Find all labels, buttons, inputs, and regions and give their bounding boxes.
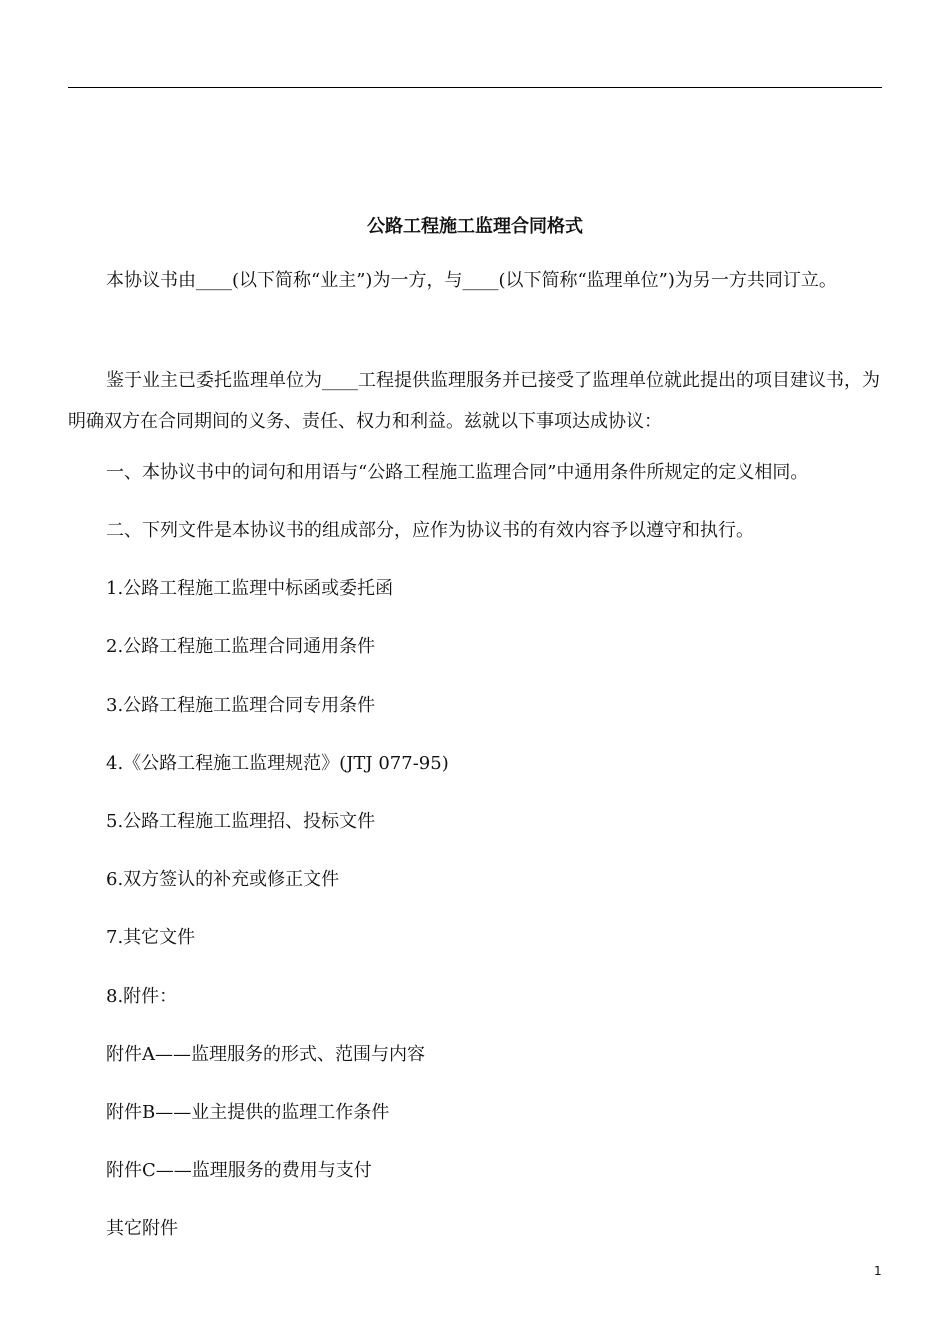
list-item: 7.其它文件 <box>106 927 196 948</box>
attachment-item: 附件A——监理服务的形式、范围与内容 <box>106 1044 425 1065</box>
clause-1: 一、本协议书中的词句和用语与“公路工程施工监理合同”中通用条件所规定的定义相同。 <box>106 462 809 483</box>
list-item: 8.附件： <box>106 986 178 1007</box>
list-item: 5.公路工程施工监理招、投标文件 <box>106 811 376 832</box>
list-item: 3.公路工程施工监理合同专用条件 <box>106 695 376 716</box>
document-title: 公路工程施工监理合同格式 <box>367 216 583 237</box>
paragraph-intro: 本协议书由____(以下简称“业主”)为一方，与____(以下简称“监理单位”)为另一方共同订立。 <box>106 270 837 291</box>
attachment-item: 附件B——业主提供的监理工作条件 <box>106 1102 390 1123</box>
attachment-item: 其它附件 <box>106 1218 178 1239</box>
list-item: 4.《公路工程施工监理规范》(JTJ 077-95) <box>106 753 449 774</box>
attachment-item: 附件C——监理服务的费用与支付 <box>106 1160 372 1181</box>
clause-2: 二、下列文件是本协议书的组成部分，应作为协议书的有效内容予以遵守和执行。 <box>106 520 754 541</box>
page-number: 1 <box>874 1264 882 1278</box>
list-item: 6.双方签认的补充或修正文件 <box>106 869 340 890</box>
list-item: 1.公路工程施工监理中标函或委托函 <box>106 578 394 599</box>
list-item: 2.公路工程施工监理合同通用条件 <box>106 636 376 657</box>
header-rule <box>68 87 882 88</box>
paragraph-whereas: 鉴于业主已委托监理单位为____工程提供监理服务并已接受了监理单位就此提出的项目建议书，为明确双方在合同期间的义务、责任、权力和利益。兹就以下事项达成协议： <box>68 370 880 432</box>
